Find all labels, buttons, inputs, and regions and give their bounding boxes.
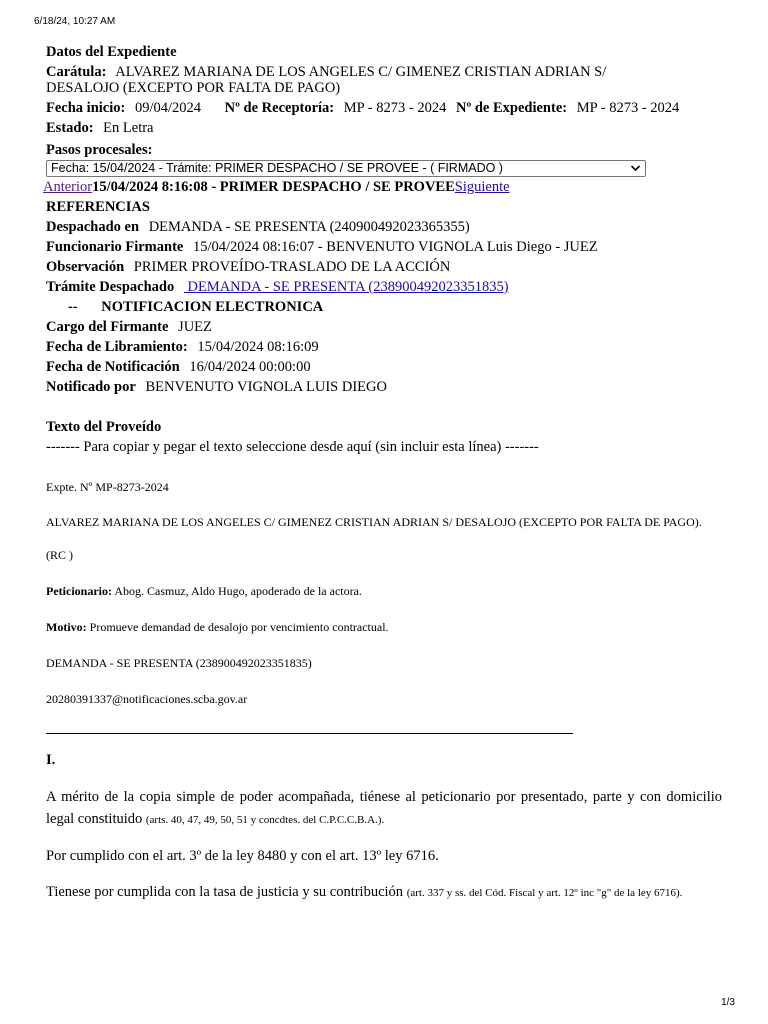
estado-row	[46, 118, 722, 138]
print-datetime: 6/18/24, 10:27 AM	[34, 16, 116, 27]
tramite-label: Trámite Despachado	[46, 279, 175, 295]
expediente-value: MP - 8273 - 2024	[576, 100, 680, 116]
notificado-row	[46, 377, 722, 397]
peticionario-value: Abog. Casmuz, Aldo Hugo, apoderado de la actora.	[114, 584, 362, 598]
despachado-label: Despachado en	[46, 219, 140, 235]
cargo-row	[46, 317, 722, 337]
pasos-label: Pasos procesales:	[46, 142, 153, 158]
observacion-row	[46, 257, 722, 277]
proveido-text	[46, 479, 722, 904]
expte-number: Expte. Nº MP-8273-2024	[46, 480, 169, 494]
peticionario-row	[46, 583, 722, 599]
estado-value: En Letra	[103, 120, 154, 136]
proveido-rc: (RC )	[46, 548, 73, 562]
notificacion-label: Fecha de Notificación	[46, 359, 180, 375]
caratula-label: Carátula:	[46, 64, 107, 80]
expediente-label: Nº de Expediente:	[455, 100, 568, 116]
paragraph-1: A mérito de la copia simple de poder acompañada, tiénese al peticionario por presentado, parte y con domicilio legal constituido (arts. 40, 47, 49, 50, 51 y concdtes. del C.P.C.C.B.A.).	[46, 789, 722, 827]
document-content	[43, 42, 722, 904]
libramiento-label: Fecha de Libramiento:	[46, 339, 188, 355]
copy-note: ------- Para copiar y pegar el texto seleccione desde aquí (sin incluir esta línea) -------	[46, 439, 539, 455]
notificacion-electronica-row	[46, 297, 722, 317]
despachado-row	[46, 217, 722, 237]
notificacion-row	[46, 357, 722, 377]
notificacion-value: 16/04/2024 00:00:00	[189, 359, 311, 375]
funcionario-value: 15/04/2024 08:16:07 - BENVENUTO VIGNOLA Luis Diego - JUEZ	[192, 239, 598, 255]
notificado-value: BENVENUTO VIGNOLA LUIS DIEGO	[145, 379, 387, 395]
page-number: 1/3	[721, 997, 735, 1008]
pasos-navigation	[43, 177, 722, 197]
notificado-label: Notificado por	[46, 379, 136, 395]
section-divider	[46, 733, 573, 734]
motivo-label: Motivo:	[46, 620, 87, 634]
funcionario-label: Funcionario Firmante	[46, 239, 184, 255]
current-step: 15/04/2024 8:16:08 - PRIMER DESPACHO / SE PROVEE	[92, 179, 455, 195]
proveido-title: Texto del Proveído	[46, 419, 162, 435]
anterior-link[interactable]: Anterior	[43, 179, 93, 195]
notif-title: NOTIFICACION ELECTRONICA	[101, 299, 324, 315]
caratula-value: ALVAREZ MARIANA DE LOS ANGELES C/ GIMENEZ CRISTIAN ADRIAN S/	[115, 64, 607, 80]
caratula-value-line2: DESALOJO (EXCEPTO POR FALTA DE PAGO)	[46, 80, 341, 96]
cargo-label: Cargo del Firmante	[46, 319, 169, 335]
fecha-inicio-label: Fecha inicio:	[46, 100, 126, 116]
proveido-email: 20280391337@notificaciones.scba.gov.ar	[46, 692, 248, 706]
pasos-procesales-select[interactable]	[46, 160, 646, 177]
proveido-demanda: DEMANDA - SE PRESENTA (238900492023351835)	[46, 656, 312, 670]
observacion-label: Observación	[46, 259, 125, 275]
cargo-value: JUEZ	[178, 319, 212, 335]
section-number: I.	[46, 752, 56, 768]
libramiento-row	[46, 337, 722, 357]
siguiente-link[interactable]: Siguiente	[454, 179, 510, 195]
motivo-value: Promueve demandad de desalojo por vencimiento contractual.	[89, 620, 389, 634]
chevron-down-icon	[630, 161, 641, 180]
funcionario-row	[46, 237, 722, 257]
pasos-selected-value: Fecha: 15/04/2024 - Trámite: PRIMER DESPACHO / SE PROVEE - ( FIRMADO )	[51, 161, 503, 175]
caratula-row	[46, 64, 722, 96]
receptoria-label: Nº de Receptoría:	[224, 100, 335, 116]
motivo-row	[46, 619, 722, 635]
section-title-expediente: Datos del Expediente	[46, 44, 177, 60]
proveido-caratula: ALVAREZ MARIANA DE LOS ANGELES C/ GIMENEZ CRISTIAN ADRIAN S/ DESALOJO (EXCEPTO POR FALTA DE PAGO).	[46, 515, 702, 529]
fecha-inicio-row	[46, 98, 722, 118]
receptoria-value: MP - 8273 - 2024	[343, 100, 447, 116]
libramiento-value: 15/04/2024 08:16:09	[197, 339, 319, 355]
tramite-despachado-link[interactable]: DEMANDA - SE PRESENTA (238900492023351835)	[187, 279, 509, 295]
peticionario-label: Peticionario:	[46, 584, 112, 598]
paragraph-3: Tienese por cumplida con la tasa de justicia y su contribución (art. 337 y ss. del Cód. Fiscal y art. 12º inc "g" de la ley 6716).	[46, 884, 683, 900]
despachado-value: DEMANDA - SE PRESENTA (240900492023365355)	[148, 219, 470, 235]
paragraph-2: Por cumplido con el art. 3º de la ley 8480 y con el art. 13º ley 6716.	[46, 848, 439, 864]
referencias-title: REFERENCIAS	[46, 199, 150, 215]
notif-dash: --	[68, 299, 78, 315]
tramite-row	[46, 277, 722, 297]
estado-label: Estado:	[46, 120, 94, 136]
observacion-value: PRIMER PROVEÍDO-TRASLADO DE LA ACCIÓN	[133, 259, 451, 275]
fecha-inicio-value: 09/04/2024	[134, 100, 202, 116]
